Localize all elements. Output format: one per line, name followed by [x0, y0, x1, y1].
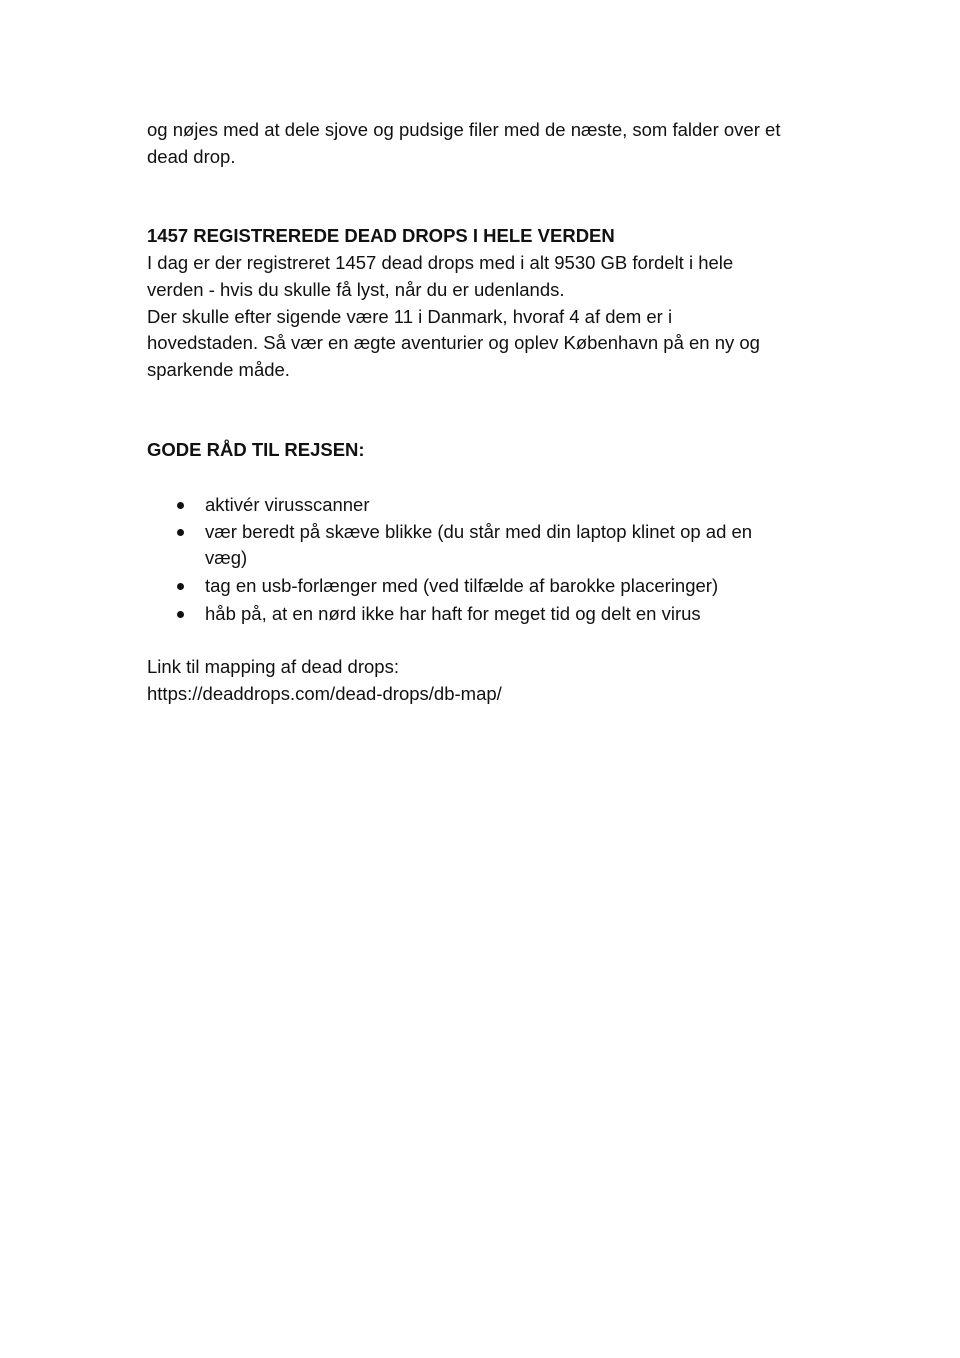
list-item: vær beredt på skæve blikke (du står med din laptop klinet op ad en	[205, 521, 753, 542]
text-line: hovedstaden. Så vær en ægte aventurier og oplev København på en ny og	[147, 332, 760, 353]
link-label: Link til mapping af dead drops:	[147, 656, 399, 677]
section-heading: 1457 REGISTREREDE DEAD DROPS I HELE VERDEN	[147, 225, 615, 246]
list-item: tag en usb-forlænger med (ved tilfælde af barokke placeringer)	[205, 575, 719, 596]
list-item: aktivér virusscanner	[205, 494, 370, 515]
text-line: I dag er der registreret 1457 dead drops med i alt 9530 GB fordelt i hele	[147, 252, 734, 273]
text-line: dead drop.	[147, 146, 236, 167]
text-line: sparkende måde.	[147, 359, 290, 380]
bullet-icon	[177, 502, 184, 509]
bullet-icon	[177, 611, 184, 618]
bullet-icon	[177, 529, 184, 536]
bullet-icon	[177, 583, 184, 590]
section-heading: GODE RÅD TIL REJSEN:	[147, 439, 365, 460]
text-line: og nøjes med at dele sjove og pudsige filer med de næste, som falder over et	[147, 119, 781, 140]
text-line: Der skulle efter sigende være 11 i Danmark, hvoraf 4 af dem er i	[147, 306, 673, 327]
map-link[interactable]: https://deaddrops.com/dead-drops/db-map/	[147, 683, 502, 704]
list-item: håb på, at en nørd ikke har haft for meget tid og delt en virus	[205, 603, 701, 624]
text-line: verden - hvis du skulle få lyst, når du er udenlands.	[147, 279, 565, 300]
list-item-continuation: væg)	[205, 547, 248, 568]
